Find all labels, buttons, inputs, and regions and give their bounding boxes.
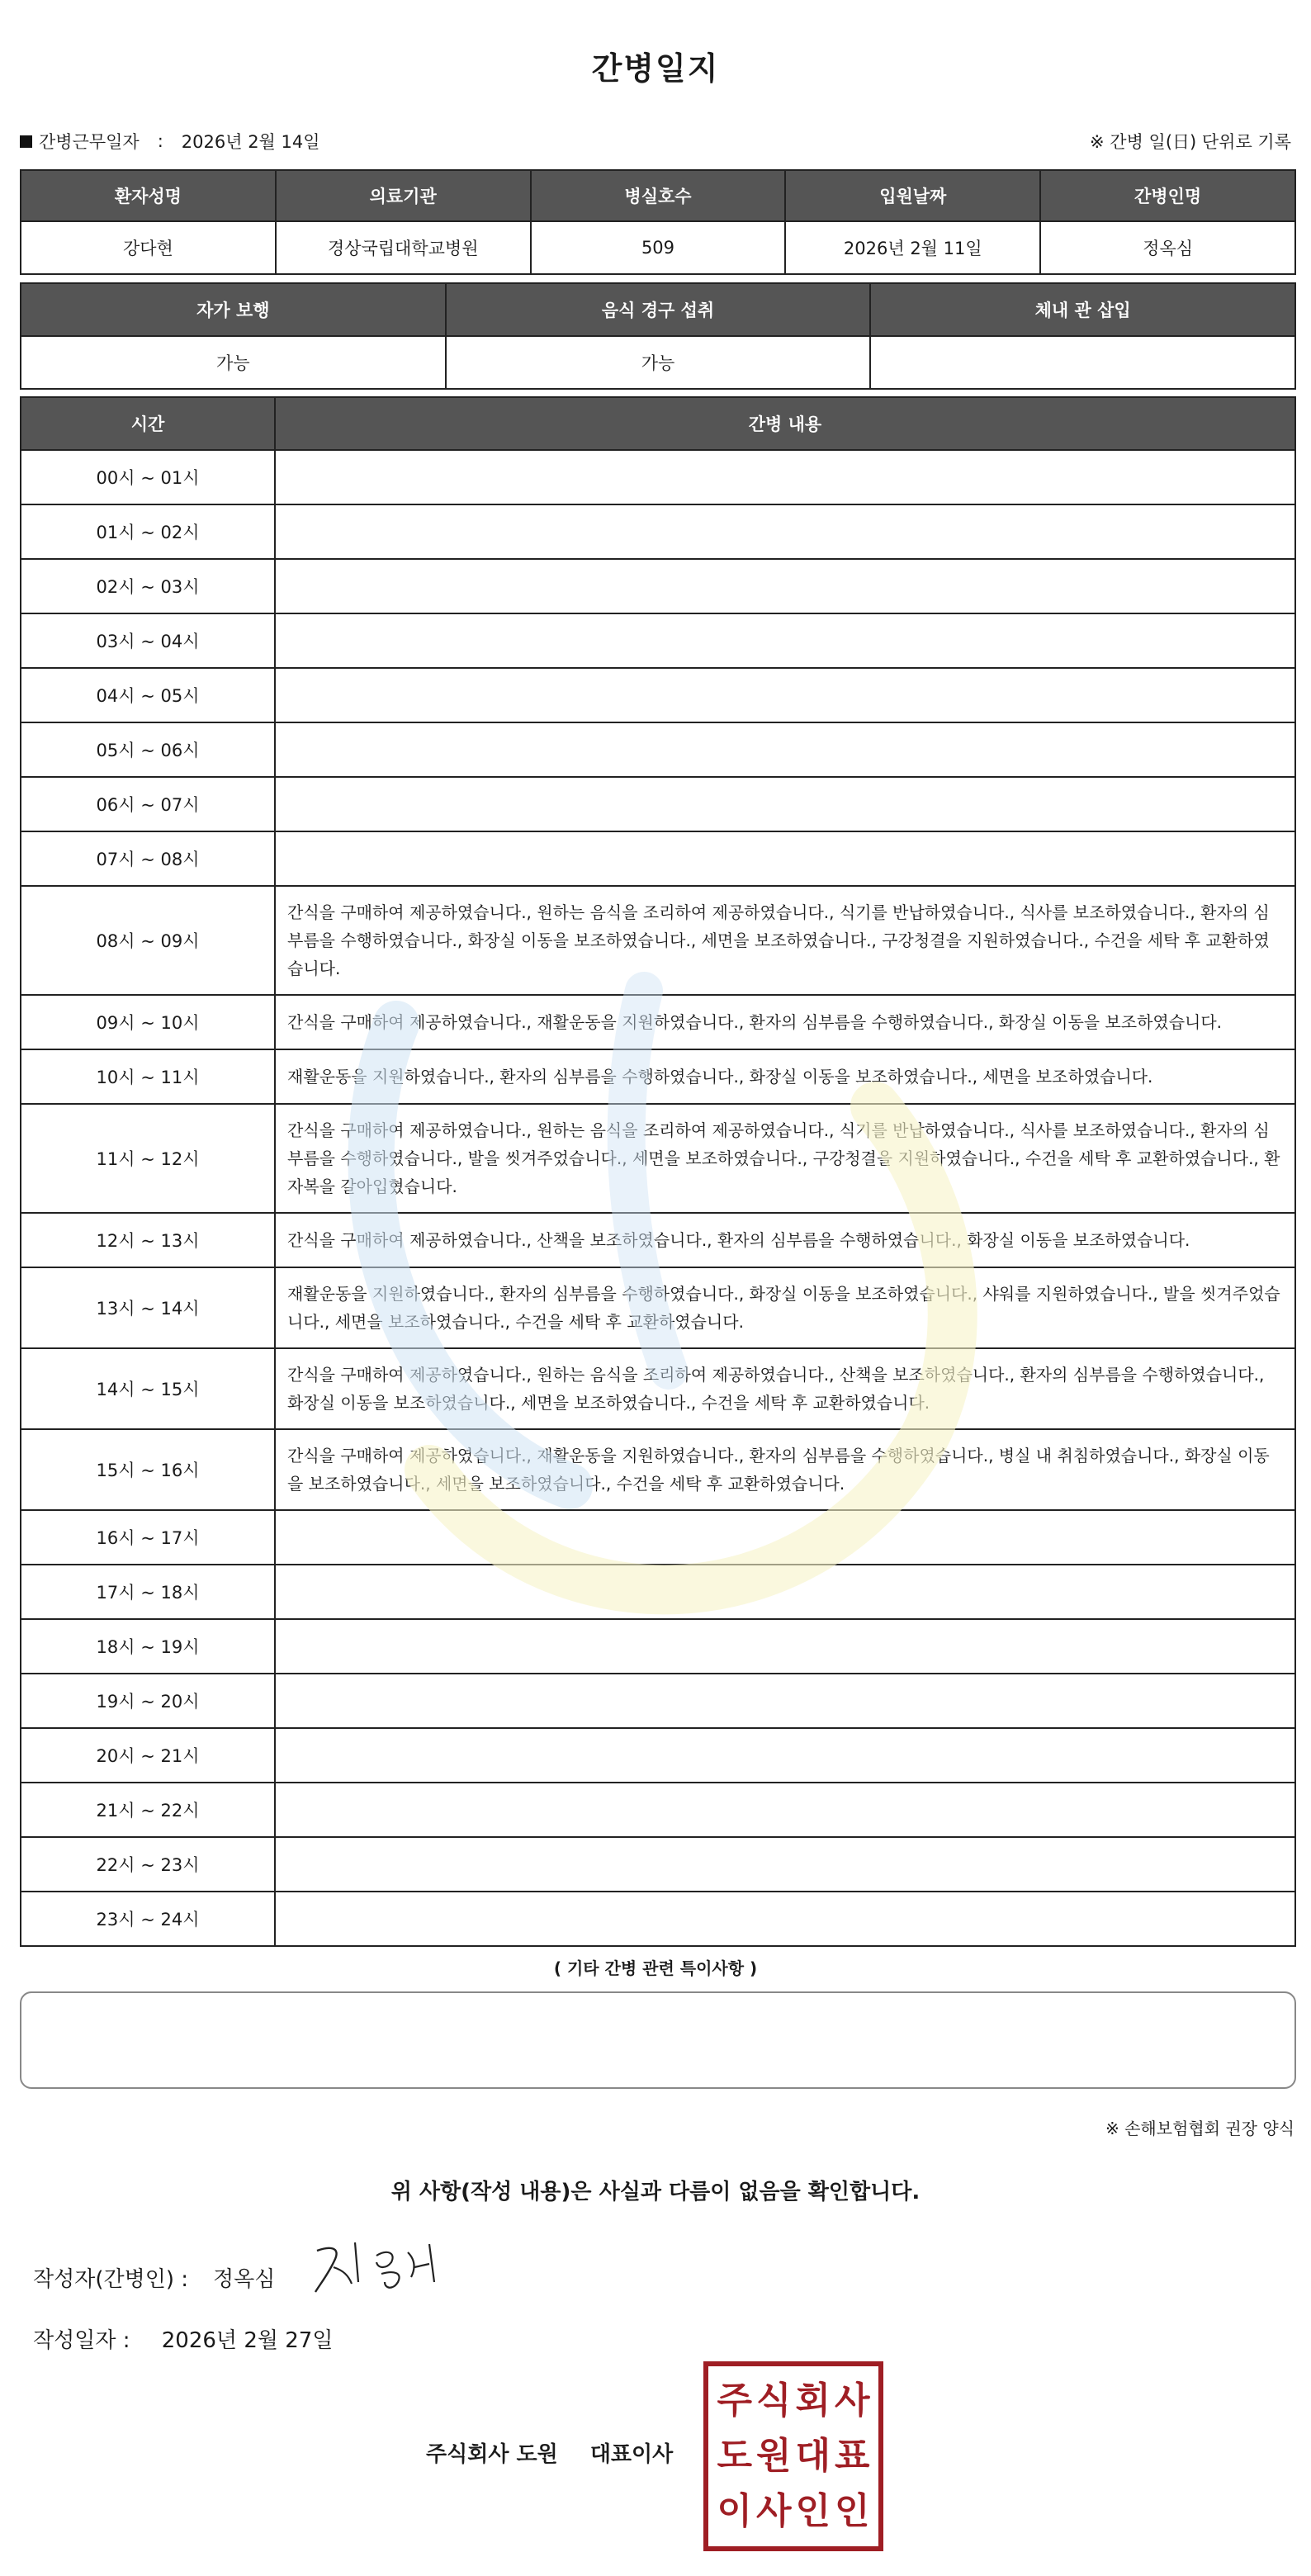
time-cell: 01시 ~ 02시 (21, 504, 275, 559)
special-notes-title: ( 기타 간병 관련 특이사항 ) (553, 1958, 758, 1978)
hospital: 경상국립대학교병원 (276, 221, 531, 274)
self-walking-value: 가능 (21, 336, 446, 389)
content-cell (275, 1674, 1295, 1728)
seal-character: 원 (755, 2434, 792, 2477)
admission-date: 2026년 2월 11일 (785, 221, 1040, 274)
square-bullet-icon (20, 135, 32, 148)
content-cell (275, 1510, 1295, 1565)
time-cell: 20시 ~ 21시 (21, 1728, 275, 1783)
time-cell: 09시 ~ 10시 (21, 995, 275, 1049)
writer-label: 작성자(간병인) : (33, 2267, 189, 2292)
time-cell: 21시 ~ 22시 (21, 1783, 275, 1837)
room-number: 509 (531, 221, 786, 274)
page-title: 간병일지 (591, 50, 720, 87)
content-cell: 간식을 구매하여 제공하였습니다., 원하는 음식을 조리하여 제공하였습니다., 식기를 반납하였습니다., 식사를 보조하였습니다., 환자의 심부름을 수행하였습니다., 발을 씻겨주었습니다., 세면을 보조하였습니다., 구강청결을 지원하였습니다., 수건을 세탁 후 교환하였습니다., 환자복을 갈아입혔습니다. (275, 1104, 1295, 1213)
unit-note: ※ 간병 일(日) 단위로 기록 (1090, 132, 1291, 152)
write-date-label: 작성일자 : (33, 2328, 130, 2353)
time-cell: 06시 ~ 07시 (21, 777, 275, 831)
seal-character: 식 (755, 2379, 792, 2422)
content-cell (275, 777, 1295, 831)
special-notes-box (20, 1991, 1296, 2089)
seal-character: 회 (795, 2379, 831, 2422)
info-header: 병실호수 (531, 170, 786, 221)
company-ceo-title: 대표이사 (589, 2442, 674, 2467)
time-cell: 04시 ~ 05시 (21, 668, 275, 722)
content-cell (275, 450, 1295, 504)
content-cell (275, 1837, 1295, 1892)
ability-header: 자가 보행 (21, 283, 446, 336)
content-cell (275, 1728, 1295, 1783)
content-cell (275, 1783, 1295, 1837)
content-cell (275, 1892, 1295, 1946)
seal-character: 주 (717, 2379, 752, 2422)
ability-header: 체내 관 삽입 (870, 283, 1295, 336)
content-cell (275, 1619, 1295, 1674)
work-date-value: 2026년 2월 14일 (181, 132, 320, 152)
time-cell: 12시 ~ 13시 (21, 1213, 275, 1267)
seal-character: 표 (834, 2434, 870, 2477)
content-cell: 재활운동을 지원하였습니다., 환자의 심부름을 수행하였습니다., 화장실 이동을 보조하였습니다., 세면을 보조하였습니다. (275, 1049, 1295, 1104)
time-cell: 02시 ~ 03시 (21, 559, 275, 613)
caregiver-name: 정옥심 (1040, 221, 1295, 274)
work-date-label: 간병근무일자 (39, 132, 140, 152)
seal-character: 이 (717, 2490, 752, 2533)
time-cell: 19시 ~ 20시 (21, 1674, 275, 1728)
ability-table (20, 282, 1296, 390)
work-date (20, 129, 320, 154)
company-signature (426, 2437, 673, 2468)
content-cell (275, 504, 1295, 559)
work-date-colon: : (157, 131, 163, 151)
patient-name: 강다현 (21, 221, 276, 274)
time-cell: 11시 ~ 12시 (21, 1104, 275, 1213)
tube-insertion-value (870, 336, 1295, 389)
time-cell: 00시 ~ 01시 (21, 450, 275, 504)
write-date-value: 2026년 2월 27일 (161, 2328, 334, 2353)
info-header: 입원날짜 (785, 170, 1040, 221)
company-name: 주식회사 도원 (426, 2442, 558, 2467)
writer (33, 2262, 275, 2293)
time-cell: 03시 ~ 04시 (21, 613, 275, 668)
time-cell: 14시 ~ 15시 (21, 1348, 275, 1429)
content-cell (275, 613, 1295, 668)
content-cell: 간식을 구매하여 제공하였습니다., 원하는 음식을 조리하여 제공하였습니다., 산책을 보조하였습니다., 환자의 심부름을 수행하였습니다., 화장실 이동을 보조하였습니다., 세면을 보조하였습니다., 수건을 세탁 후 교환하였습니다. (275, 1348, 1295, 1429)
time-cell: 23시 ~ 24시 (21, 1892, 275, 1946)
info-header: 의료기관 (276, 170, 531, 221)
writer-name: 정옥심 (213, 2267, 276, 2292)
company-seal-stamp (703, 2361, 883, 2551)
time-cell: 10시 ~ 11시 (21, 1049, 275, 1104)
time-cell: 16시 ~ 17시 (21, 1510, 275, 1565)
time-cell: 22시 ~ 23시 (21, 1837, 275, 1892)
content-cell (275, 722, 1295, 777)
content-header: 간병 내용 (275, 397, 1295, 450)
content-cell: 재활운동을 지원하였습니다., 환자의 심부름을 수행하였습니다., 화장실 이동을 보조하였습니다., 샤워를 지원하였습니다., 발을 씻겨주었습니다., 세면을 보조하였습니다., 수건을 세탁 후 교환하였습니다. (275, 1267, 1295, 1348)
seal-character: 사 (834, 2379, 870, 2422)
content-cell: 간식을 구매하여 제공하였습니다., 원하는 음식을 조리하여 제공하였습니다., 식기를 반납하였습니다., 식사를 보조하였습니다., 환자의 심부름을 수행하였습니다., 화장실 이동을 보조하였습니다., 세면을 보조하였습니다., 구강청결을 지원하였습니다., 수건을 세탁 후 교환하였습니다. (275, 886, 1295, 995)
time-cell: 07시 ~ 08시 (21, 831, 275, 886)
time-header: 시간 (21, 397, 275, 450)
time-cell: 18시 ~ 19시 (21, 1619, 275, 1674)
form-note: ※ 손해보험협회 권장 양식 (1105, 2119, 1294, 2138)
content-cell (275, 668, 1295, 722)
seal-character: 인 (834, 2490, 870, 2533)
content-cell (275, 831, 1295, 886)
confirmation-statement: 위 사항(작성 내용)은 사실과 다름이 없음을 확인합니다. (390, 2180, 921, 2204)
content-cell: 간식을 구매하여 제공하였습니다., 재활운동을 지원하였습니다., 환자의 심부름을 수행하였습니다., 병실 내 취침하였습니다., 화장실 이동을 보조하였습니다., 세면을 보조하였습니다., 수건을 세탁 후 교환하였습니다. (275, 1429, 1295, 1510)
content-cell (275, 1565, 1295, 1619)
info-header: 간병인명 (1040, 170, 1295, 221)
seal-characters (715, 2373, 872, 2540)
content-cell: 간식을 구매하여 제공하였습니다., 재활운동을 지원하였습니다., 환자의 심부름을 수행하였습니다., 화장실 이동을 보조하였습니다. (275, 995, 1295, 1049)
time-cell: 13시 ~ 14시 (21, 1267, 275, 1348)
info-header: 환자성명 (21, 170, 276, 221)
seal-character: 도 (717, 2434, 752, 2477)
patient-info-table (20, 169, 1296, 275)
seal-character: 사 (755, 2490, 792, 2533)
time-cell: 15시 ~ 16시 (21, 1429, 275, 1510)
seal-character: 대 (795, 2434, 831, 2477)
oral-intake-value: 가능 (446, 336, 871, 389)
seal-character: 인 (795, 2490, 831, 2533)
time-cell: 05시 ~ 06시 (21, 722, 275, 777)
time-cell: 08시 ~ 09시 (21, 886, 275, 995)
care-log-table (20, 396, 1296, 1947)
ability-header: 음식 경구 섭취 (446, 283, 871, 336)
content-cell: 간식을 구매하여 제공하였습니다., 산책을 보조하였습니다., 환자의 심부름을 수행하였습니다., 화장실 이동을 보조하였습니다. (275, 1213, 1295, 1267)
time-cell: 17시 ~ 18시 (21, 1565, 275, 1619)
write-date (33, 2323, 333, 2354)
content-cell (275, 559, 1295, 613)
signature-icon (305, 2234, 454, 2300)
